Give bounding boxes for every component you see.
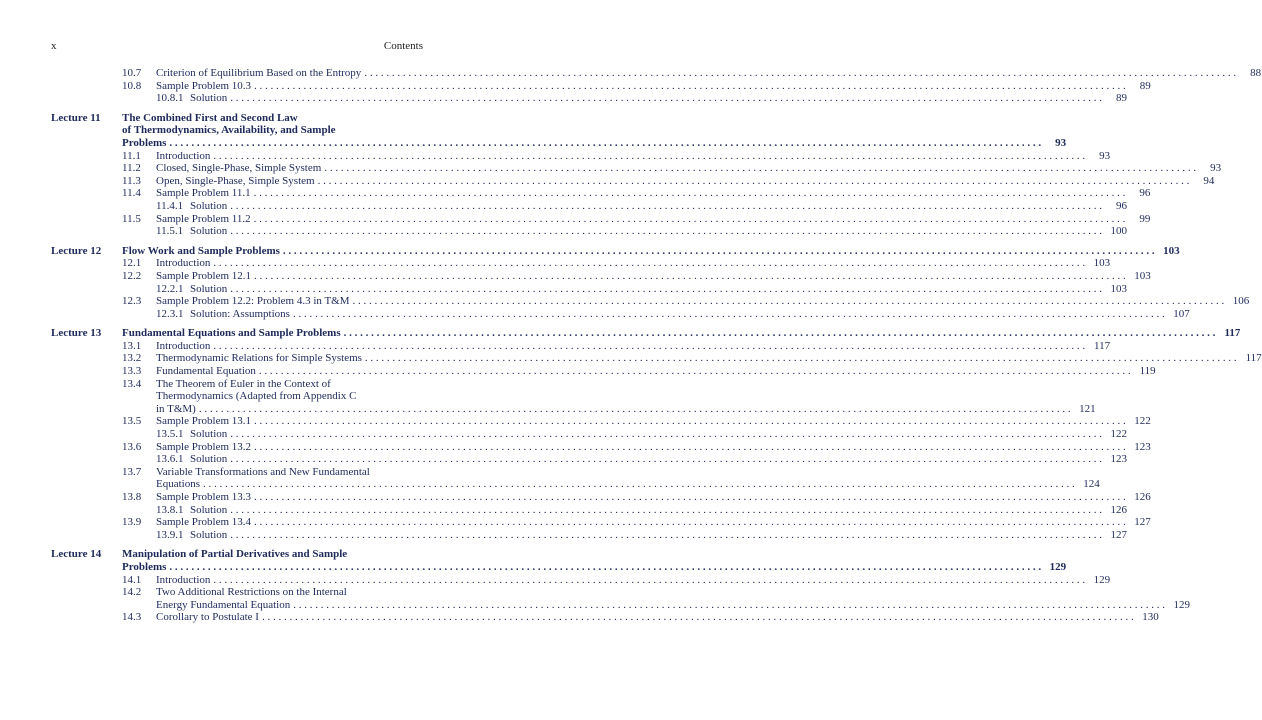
running-title: Contents xyxy=(383,40,423,52)
toc-section xyxy=(51,365,1156,378)
section-number: 13.2 xyxy=(122,352,142,365)
title-text: Introduction xyxy=(156,573,211,586)
toc-lecture xyxy=(51,244,1180,258)
section-number: 14.1 xyxy=(122,573,142,586)
spacer xyxy=(51,541,416,548)
toc-subsection xyxy=(51,528,1128,542)
toc-section xyxy=(51,212,1151,226)
title-text: Sample Problem 13.4 xyxy=(156,516,252,529)
entry-title xyxy=(122,327,1240,340)
page-number-ref: 122 xyxy=(1110,428,1128,441)
dot-leader xyxy=(213,574,1085,587)
section-number: 10.8.1 xyxy=(156,92,184,105)
title-line xyxy=(156,390,1096,403)
title-text: Two Additional Restrictions on the Internal xyxy=(156,586,347,599)
title-line xyxy=(190,283,1127,296)
entry-title xyxy=(156,491,1151,504)
title-line xyxy=(156,295,1249,308)
dot-leader xyxy=(254,415,1126,428)
toc-section xyxy=(51,257,1111,270)
entry-title xyxy=(122,112,1066,150)
section-number: 14.2 xyxy=(122,586,142,599)
toc-section xyxy=(51,586,1190,611)
lecture-label: Lecture 12 xyxy=(51,244,102,257)
dot-leader xyxy=(364,67,1236,80)
toc-section xyxy=(51,149,1111,163)
section-number: 13.6 xyxy=(122,440,142,453)
dot-leader xyxy=(344,327,1216,340)
page-number-ref: 122 xyxy=(1134,415,1151,428)
entry-title xyxy=(190,283,1127,296)
toc-subsection xyxy=(51,503,1128,517)
dot-leader xyxy=(254,516,1126,529)
title-line xyxy=(122,137,1066,150)
dot-leader xyxy=(230,225,1102,238)
dot-leader xyxy=(230,92,1102,105)
title-text: Solution xyxy=(190,528,228,541)
entry-title xyxy=(156,574,1110,587)
title-line xyxy=(156,378,1096,391)
title-line xyxy=(156,403,1096,416)
title-text: Energy Fundamental Equation xyxy=(156,598,291,611)
title-text: Fundamental Equations and Sample Problems xyxy=(122,327,341,340)
toc-section xyxy=(51,174,1215,188)
toc-section xyxy=(51,415,1151,428)
toc-section xyxy=(51,269,1151,283)
page-number-ref: 129 xyxy=(1049,560,1067,573)
title-line xyxy=(156,80,1151,93)
page-number-ref: 103 xyxy=(1110,282,1128,295)
title-line xyxy=(190,453,1127,466)
toc-section xyxy=(51,611,1159,624)
title-text: Variable Transformations and New Fundamental xyxy=(156,465,370,478)
page-number-ref: 117 xyxy=(1094,339,1111,352)
lecture-label: Lecture 14 xyxy=(51,548,102,561)
toc-section xyxy=(51,187,1151,200)
entry-title xyxy=(156,340,1110,353)
page-number-ref: 96 xyxy=(1139,187,1151,200)
toc-section xyxy=(51,516,1151,529)
title-text: Introduction xyxy=(156,257,211,270)
spacer xyxy=(51,238,416,245)
title-text: Introduction xyxy=(156,339,211,352)
dot-leader xyxy=(213,340,1085,353)
section-number: 11.4 xyxy=(122,187,141,200)
toc-section xyxy=(51,162,1222,175)
title-text: Problems xyxy=(122,136,167,149)
dot-leader xyxy=(293,599,1165,612)
title-line xyxy=(190,529,1127,542)
section-number: 12.2.1 xyxy=(156,282,184,295)
toc-section xyxy=(51,573,1111,587)
toc-subsection xyxy=(51,225,1128,238)
title-line xyxy=(122,561,1066,574)
dot-leader xyxy=(283,245,1155,258)
dot-leader xyxy=(230,453,1102,466)
title-line xyxy=(122,548,1066,561)
page-number-ref: 106 xyxy=(1232,295,1250,308)
dot-leader xyxy=(254,491,1126,504)
entry-title xyxy=(156,213,1150,226)
page-number-ref: 129 xyxy=(1173,598,1190,611)
title-line xyxy=(156,67,1261,80)
toc-section xyxy=(51,339,1111,353)
section-number: 13.8.1 xyxy=(156,503,184,516)
section-number: 14.3 xyxy=(122,611,142,624)
title-text: Sample Problem 13.2 xyxy=(156,440,252,453)
title-text: Thermodynamic Relations for Simple Systems xyxy=(156,352,362,365)
entry-title xyxy=(156,365,1156,378)
dot-leader xyxy=(293,308,1165,321)
dot-leader xyxy=(169,561,1041,574)
title-line xyxy=(156,491,1151,504)
entry-title xyxy=(190,200,1127,213)
section-number: 13.5 xyxy=(122,415,142,428)
dot-leader xyxy=(230,283,1102,296)
title-text: Sample Problem 12.1 xyxy=(156,269,252,282)
title-text: Sample Problem 12.2: Problem 4.3 in T&M xyxy=(156,295,350,308)
title-line xyxy=(156,187,1150,200)
dot-leader xyxy=(262,611,1134,624)
title-text: Solution xyxy=(190,503,228,516)
toc-subsection xyxy=(51,92,1128,105)
toc-subsection xyxy=(51,199,1128,213)
section-number: 13.1 xyxy=(122,339,142,352)
title-line xyxy=(156,478,1100,491)
page-number-ref: 130 xyxy=(1142,611,1159,624)
title-text: Solution xyxy=(190,282,228,295)
title-line xyxy=(190,428,1127,441)
dot-leader xyxy=(254,80,1126,93)
title-text: Solution xyxy=(190,428,228,441)
dot-leader xyxy=(254,270,1126,283)
title-line xyxy=(190,308,1190,321)
table-of-contents xyxy=(51,67,1262,624)
title-text: Manipulation of Partial Derivatives and Sample xyxy=(122,548,348,561)
title-text: The Combined First and Second Law xyxy=(122,111,298,124)
toc-section xyxy=(51,491,1151,504)
title-line xyxy=(156,340,1110,353)
section-number: 13.9 xyxy=(122,516,142,529)
title-text: Solution xyxy=(190,453,228,466)
entry-title xyxy=(156,295,1249,308)
title-line xyxy=(156,611,1159,624)
page-number-ref: 103 xyxy=(1134,269,1151,282)
entry-title xyxy=(156,257,1110,270)
entry-title xyxy=(156,586,1190,611)
page-number-ref: 121 xyxy=(1079,402,1096,415)
title-line xyxy=(156,516,1151,529)
page-number-ref: 93 xyxy=(1210,162,1222,175)
title-text: Problems xyxy=(122,560,167,573)
title-line xyxy=(156,415,1151,428)
page-number-ref: 107 xyxy=(1173,307,1190,320)
title-text: Solution: Assumptions xyxy=(190,307,290,320)
entry-title xyxy=(190,308,1190,321)
dot-leader xyxy=(318,175,1190,188)
title-text: Sample Problem 10.3 xyxy=(156,79,252,92)
page-number-ref: 100 xyxy=(1110,225,1128,238)
entry-title xyxy=(156,516,1151,529)
page-number-ref: 93 xyxy=(1099,149,1111,162)
entry-title xyxy=(122,245,1180,258)
page-number-ref: 96 xyxy=(1116,199,1128,212)
entry-title xyxy=(190,453,1127,466)
title-text: Corollary to Postulate I xyxy=(156,611,259,624)
entry-title xyxy=(156,162,1221,175)
page-number-ref: 117 xyxy=(1224,327,1241,340)
page-number-ref: 88 xyxy=(1250,67,1262,79)
title-line xyxy=(190,225,1127,238)
page-number: x xyxy=(51,40,57,52)
title-text: of Thermodynamics, Availability, and Sample xyxy=(122,124,336,137)
dot-leader xyxy=(324,162,1196,175)
toc-section xyxy=(51,67,1262,80)
entry-title xyxy=(156,175,1214,188)
title-line xyxy=(156,574,1110,587)
section-number: 12.2 xyxy=(122,269,142,282)
title-text: Solution xyxy=(190,225,228,238)
title-line xyxy=(156,213,1150,226)
toc-section xyxy=(51,440,1151,454)
page-number-ref: 89 xyxy=(1116,92,1128,105)
title-text: Closed, Single-Phase, Simple System xyxy=(156,162,322,175)
title-text: Solution xyxy=(190,92,228,105)
title-line xyxy=(156,270,1151,283)
title-line xyxy=(156,150,1110,163)
title-line xyxy=(190,92,1127,105)
title-line xyxy=(190,504,1127,517)
toc-subsection xyxy=(51,428,1128,441)
section-number: 11.1 xyxy=(122,149,141,162)
page-number-ref: 89 xyxy=(1139,79,1151,92)
dot-leader xyxy=(230,529,1102,542)
section-number: 11.5.1 xyxy=(156,225,184,238)
title-text: Fundamental Equation xyxy=(156,365,256,378)
lecture-label: Lecture 11 xyxy=(51,111,101,124)
entry-title xyxy=(156,466,1100,491)
section-number: 12.3.1 xyxy=(156,307,184,320)
title-text: Sample Problem 11.2 xyxy=(156,212,251,225)
title-line xyxy=(156,599,1190,612)
page-number-ref: 103 xyxy=(1093,257,1111,270)
entry-title xyxy=(122,548,1066,573)
toc-section xyxy=(51,377,1096,416)
title-text: Flow Work and Sample Problems xyxy=(122,244,280,257)
section-number: 13.4 xyxy=(122,377,142,390)
dot-leader xyxy=(230,504,1102,517)
title-text: Equations xyxy=(156,478,200,491)
title-line xyxy=(156,352,1262,365)
toc-subsection xyxy=(51,307,1190,321)
toc-subsection xyxy=(51,453,1128,466)
entry-title xyxy=(156,150,1110,163)
section-number: 11.3 xyxy=(122,174,141,187)
title-text: Introduction xyxy=(156,149,211,162)
title-line xyxy=(156,162,1221,175)
title-text: Solution xyxy=(190,199,228,212)
toc-lecture xyxy=(51,111,1067,150)
entry-title xyxy=(156,80,1151,93)
dot-leader xyxy=(230,200,1102,213)
page-number-ref: 123 xyxy=(1110,453,1128,466)
section-number: 13.5.1 xyxy=(156,428,184,441)
title-line xyxy=(156,365,1156,378)
title-line xyxy=(122,112,1066,125)
title-line xyxy=(156,175,1214,188)
page-number-ref: 129 xyxy=(1093,573,1111,586)
section-number: 11.4.1 xyxy=(156,199,184,212)
title-text: Sample Problem 11.1 xyxy=(156,187,251,200)
page-number-ref: 126 xyxy=(1134,491,1151,503)
entry-title xyxy=(156,611,1159,624)
dot-leader xyxy=(353,295,1225,308)
section-number: 13.6.1 xyxy=(156,453,184,466)
title-line xyxy=(190,200,1127,213)
title-line xyxy=(122,124,1066,137)
dot-leader xyxy=(259,365,1131,378)
entry-title xyxy=(156,441,1151,454)
entry-title xyxy=(156,67,1261,80)
title-line xyxy=(156,586,1190,599)
lecture-label: Lecture 13 xyxy=(51,327,102,340)
toc-lecture xyxy=(51,327,1241,340)
title-line xyxy=(122,245,1180,258)
toc-section xyxy=(51,79,1151,93)
title-text: Criterion of Equilibrium Based on the Entropy xyxy=(156,67,362,79)
page-number-ref: 119 xyxy=(1139,365,1156,378)
title-text: Sample Problem 13.1 xyxy=(156,415,252,428)
dot-leader xyxy=(254,441,1126,454)
page-number-ref: 126 xyxy=(1110,503,1128,516)
title-line xyxy=(156,441,1151,454)
page-number-ref: 127 xyxy=(1134,516,1151,529)
entry-title xyxy=(156,270,1151,283)
entry-title xyxy=(190,225,1127,238)
dot-leader xyxy=(213,257,1085,270)
title-text: The Theorem of Euler in the Context of xyxy=(156,377,331,390)
page-number-ref: 99 xyxy=(1139,212,1151,225)
title-text: Sample Problem 13.3 xyxy=(156,491,252,503)
title-text: in T&M) xyxy=(156,402,196,415)
entry-title xyxy=(156,187,1150,200)
title-text: Thermodynamics (Adapted from Appendix C xyxy=(156,390,357,403)
section-number: 12.1 xyxy=(122,257,142,270)
page-number-ref: 93 xyxy=(1055,136,1067,149)
title-text: Open, Single-Phase, Simple System xyxy=(156,174,315,187)
dot-leader xyxy=(365,352,1237,365)
entry-title xyxy=(156,352,1262,365)
dot-leader xyxy=(169,137,1041,150)
toc-lecture xyxy=(51,548,1067,573)
dot-leader xyxy=(230,428,1102,441)
section-number: 11.2 xyxy=(122,162,141,175)
page-number-ref: 124 xyxy=(1083,478,1100,491)
section-number: 11.5 xyxy=(122,212,141,225)
section-number: 12.3 xyxy=(122,295,142,308)
toc-section xyxy=(51,465,1100,491)
dot-leader xyxy=(213,150,1085,163)
toc-subsection xyxy=(51,282,1128,296)
entry-title xyxy=(190,428,1127,441)
page-number-ref: 123 xyxy=(1134,440,1151,453)
entry-title xyxy=(190,92,1127,105)
title-line xyxy=(156,257,1110,270)
spacer xyxy=(51,320,416,327)
dot-leader xyxy=(254,213,1126,226)
dot-leader xyxy=(254,187,1126,200)
section-number: 10.7 xyxy=(122,67,142,79)
dot-leader xyxy=(199,403,1071,416)
entry-title xyxy=(156,415,1151,428)
section-number: 13.7 xyxy=(122,465,142,478)
entry-title xyxy=(190,529,1127,542)
spacer xyxy=(51,105,416,112)
page-number-ref: 127 xyxy=(1110,528,1128,541)
entry-title xyxy=(156,378,1096,416)
entry-title xyxy=(190,504,1127,517)
title-line xyxy=(122,327,1240,340)
section-number: 10.8 xyxy=(122,79,142,92)
page-number-ref: 117 xyxy=(1245,352,1262,365)
page-number-ref: 103 xyxy=(1163,244,1180,257)
title-line xyxy=(156,466,1100,479)
toc-section xyxy=(51,352,1262,365)
dot-leader xyxy=(203,478,1075,491)
section-number: 13.3 xyxy=(122,365,142,378)
toc-section xyxy=(51,295,1250,308)
section-number: 13.9.1 xyxy=(156,528,184,541)
page-number-ref: 94 xyxy=(1203,174,1215,187)
section-number: 13.8 xyxy=(122,491,142,503)
